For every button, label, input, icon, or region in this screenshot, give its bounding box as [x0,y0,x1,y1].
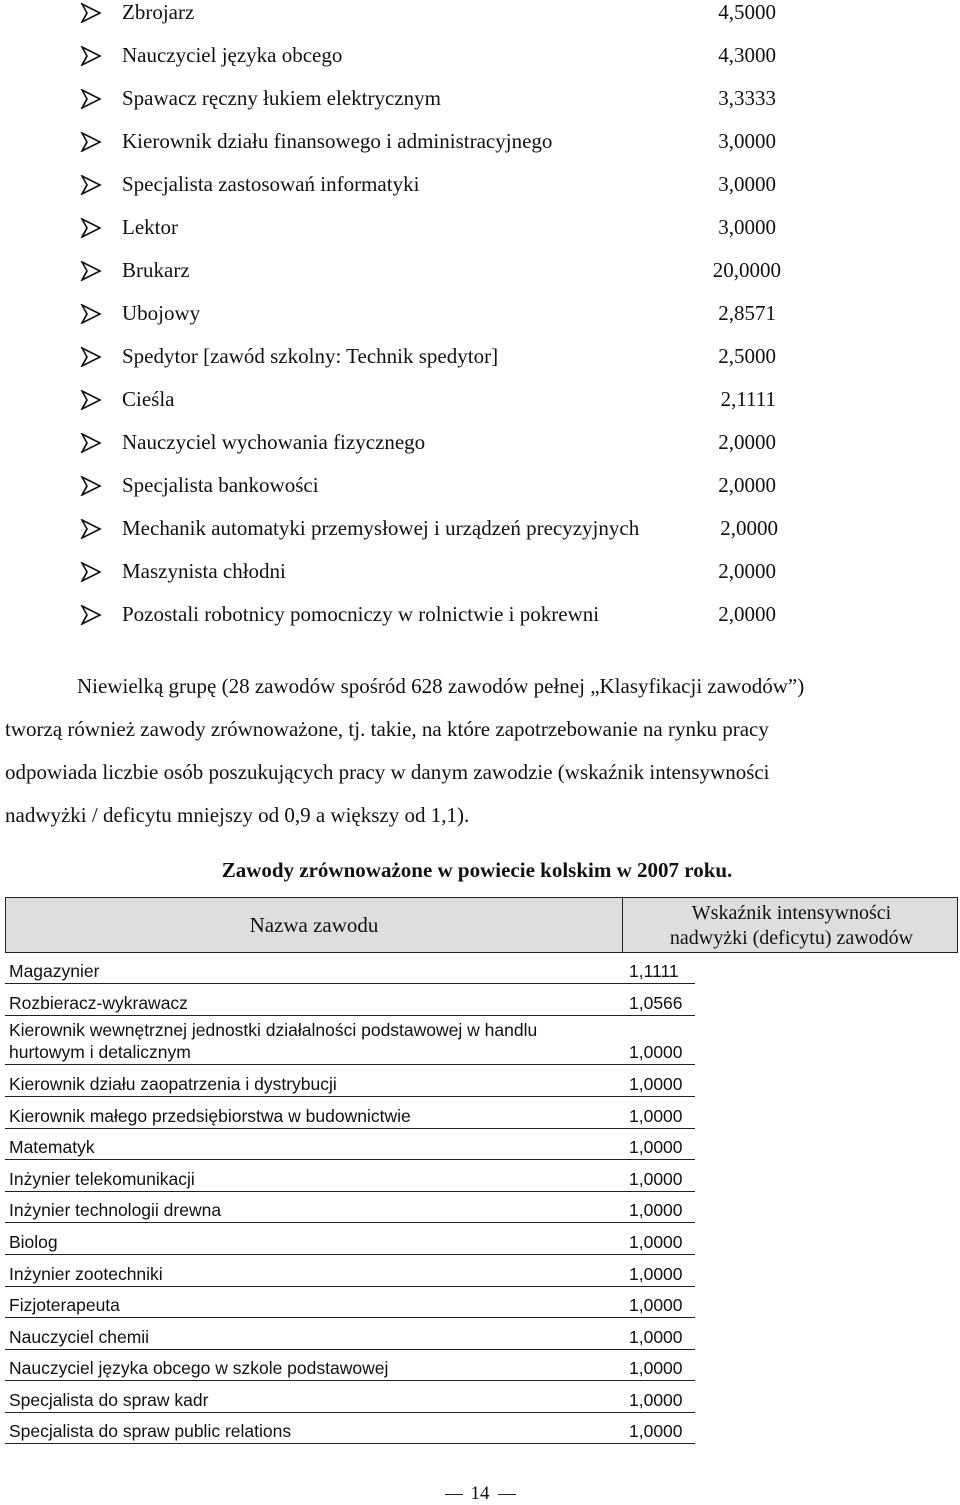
row-occupation-name: Inżynier telekomunikacji [9,1169,195,1189]
table-row [5,1381,695,1413]
row-occupation-name: Nauczyciel chemii [9,1327,150,1347]
arrowhead-bullet-icon [80,390,102,410]
arrowhead-bullet-icon [80,476,102,496]
bullet-occupation-name: Nauczyciel języka obcego [122,43,343,67]
table-title-text: Zawody zrównoważone w powiecie kolskim w 2007 roku. [221,858,733,882]
bullet-occupation-name: Spawacz ręczny łukiem elektrycznym [122,86,441,110]
occupations-table [5,897,958,1441]
bullet-occupation-value: 2,8571 [718,301,776,325]
table-row [5,1223,695,1255]
bullet-occupation-name: Spedytor [zawód szkolny: Technik spedytor] [122,344,499,368]
row-occupation-name: Magazynier [9,961,100,981]
table-body [5,953,958,1444]
bullet-item [80,34,800,77]
bullet-item [80,292,800,335]
bullet-occupation-name: Nauczyciel wychowania fizycznego [122,430,426,454]
bullet-item [80,335,800,378]
bullet-occupation-value: 4,3000 [718,43,776,67]
row-occupation-name: Matematyk [9,1137,95,1157]
paragraph-text-1: Niewielką grupę (28 zawodów spośród 628 zawodów pełnej „Klasyfikacji zawodów”) [77,674,805,698]
bullet-item [80,163,800,206]
bullet-occupation-value: 2,0000 [718,473,776,497]
page-number-text: 14 [470,1483,490,1504]
arrowhead-bullet-icon [80,89,102,109]
bullet-occupation-name: Brukarz [122,258,190,282]
row-occupation-name: Kierownik działu zaopatrzenia i dystrybucji [9,1074,337,1094]
row-occupation-name: Kierownik wewnętrznej jednostki działalności podstawowej w handlu hurtowym i detalicznym [9,1020,538,1062]
row-indicator-value: 1,0566 [629,993,683,1013]
bullet-occupation-name: Cieśla [122,387,175,411]
header-indicator-line2: nadwyżki (deficytu) zawodów [669,927,914,949]
row-occupation-name: Biolog [9,1232,58,1252]
row-indicator-value: 1,0000 [629,1169,683,1189]
row-occupation-name: Specjalista do spraw public relations [9,1421,292,1441]
row-indicator-value: 1,1111 [629,961,679,981]
arrowhead-bullet-icon [80,519,102,539]
arrowhead-bullet-icon [80,132,102,152]
row-occupation-name: Rozbieracz-wykrawacz [9,993,188,1013]
bullet-item [80,77,800,120]
row-indicator-value: 1,0000 [629,1327,683,1347]
row-indicator-value: 1,0000 [629,1390,683,1410]
bullet-occupation-value: 2,0000 [718,602,776,626]
bullet-item [80,206,800,249]
paragraph-line-1 [5,665,945,708]
bullet-occupation-name: Pozostali robotnicy pomocniczy w rolnictwie i pokrewni [122,602,600,626]
bullet-item [80,550,800,593]
arrowhead-bullet-icon [80,347,102,367]
bullet-occupation-value: 2,0000 [718,559,776,583]
table-row [5,1287,695,1318]
row-indicator-value: 1,0000 [629,1074,683,1094]
table-row [5,1160,695,1192]
body-paragraph [5,665,945,837]
bullet-occupation-value: 2,5000 [718,344,776,368]
bullet-occupation-value: 2,0000 [720,516,778,540]
header-indicator [626,898,957,952]
row-indicator-value: 1,0000 [629,1421,683,1441]
bullet-item [80,120,800,163]
bullet-occupation-name: Kierownik działu finansowego i administracyjnego [122,129,553,153]
bullet-item [80,464,800,507]
row-indicator-value: 1,0000 [629,1200,683,1220]
bullet-occupation-name: Zbrojarz [122,0,195,24]
row-indicator-value: 1,0000 [629,1042,683,1062]
bullet-occupation-value: 3,0000 [718,172,776,196]
row-indicator-value: 1,0000 [629,1358,683,1378]
bullet-occupation-value: 3,0000 [718,129,776,153]
arrowhead-bullet-icon [80,433,102,453]
row-indicator-value: 1,0000 [629,1106,683,1126]
bullet-occupation-value: 2,0000 [718,430,776,454]
page-number-dash-right [498,1494,516,1495]
arrowhead-bullet-icon [80,218,102,238]
table-header [5,897,958,953]
row-indicator-value: 1,0000 [629,1137,683,1157]
bullet-occupation-name: Lektor [122,215,178,239]
arrowhead-bullet-icon [80,46,102,66]
bullet-item [80,249,800,292]
table-row [5,1413,695,1444]
table-row [5,984,695,1016]
table-row [5,1318,695,1350]
table-row [5,1255,695,1287]
arrowhead-bullet-icon [80,304,102,324]
bullet-occupation-name: Specjalista zastosowań informatyki [122,172,420,196]
table-row [5,1192,695,1223]
arrowhead-bullet-icon [80,562,102,582]
bullet-occupation-name: Maszynista chłodni [122,559,286,583]
row-occupation-name: Kierownik małego przedsiębiorstwa w budownictwie [9,1106,411,1126]
table-row [5,1065,695,1097]
row-occupation-name: Nauczyciel języka obcego w szkole podstawowej [9,1358,389,1378]
bullet-occupation-value: 3,3333 [718,86,776,110]
bullet-item [80,593,800,636]
table-row [5,1129,695,1160]
bullet-item [80,507,800,550]
bullet-occupation-name: Ubojowy [122,301,201,325]
row-occupation-name: Inżynier zootechniki [9,1264,163,1284]
bullet-occupation-name: Specjalista bankowości [122,473,319,497]
page-number-dash-left [445,1494,463,1495]
bullet-occupation-value: 4,5000 [718,0,776,24]
paragraph-line-2: tworzą również zawody zrównoważone, tj. takie, na które zapotrzebowanie na rynku pracy [5,717,769,741]
row-indicator-value: 1,0000 [629,1232,683,1252]
row-indicator-value: 1,0000 [629,1295,683,1315]
bullet-occupation-value: 3,0000 [718,215,776,239]
table-row [5,953,695,984]
paragraph-line-3: odpowiada liczbie osób poszukujących pracy w danym zawodzie (wskaźnik intensywności [5,760,770,784]
arrowhead-bullet-icon [80,3,102,23]
row-occupation-name: Specjalista do spraw kadr [9,1390,209,1410]
bullet-occupation-value: 2,1111 [720,387,776,411]
table-row [5,1350,695,1381]
header-indicator-line1: Wskaźnik intensywności [691,902,892,924]
table-title [0,852,960,888]
paragraph-line-4: nadwyżki / deficytu mniejszy od 0,9 a większy od 1,1). [5,803,470,827]
bullet-occupation-value: 20,0000 [712,258,781,282]
table-row [5,1016,695,1065]
bullet-item [80,0,800,34]
row-occupation-name: Fizjoterapeuta [9,1295,120,1315]
table-row [5,1097,695,1129]
arrowhead-bullet-icon [80,175,102,195]
header-occupation-name: Nazwa zawodu [6,898,623,952]
bullet-item [80,421,800,464]
row-indicator-value: 1,0000 [629,1264,683,1284]
occupation-bullet-list [80,0,800,636]
arrowhead-bullet-icon [80,261,102,281]
row-occupation-name: Inżynier technologii drewna [9,1200,222,1220]
bullet-item [80,378,800,421]
arrowhead-bullet-icon [80,605,102,625]
bullet-occupation-name: Mechanik automatyki przemysłowej i urządzeń precyzyjnych [122,516,640,540]
